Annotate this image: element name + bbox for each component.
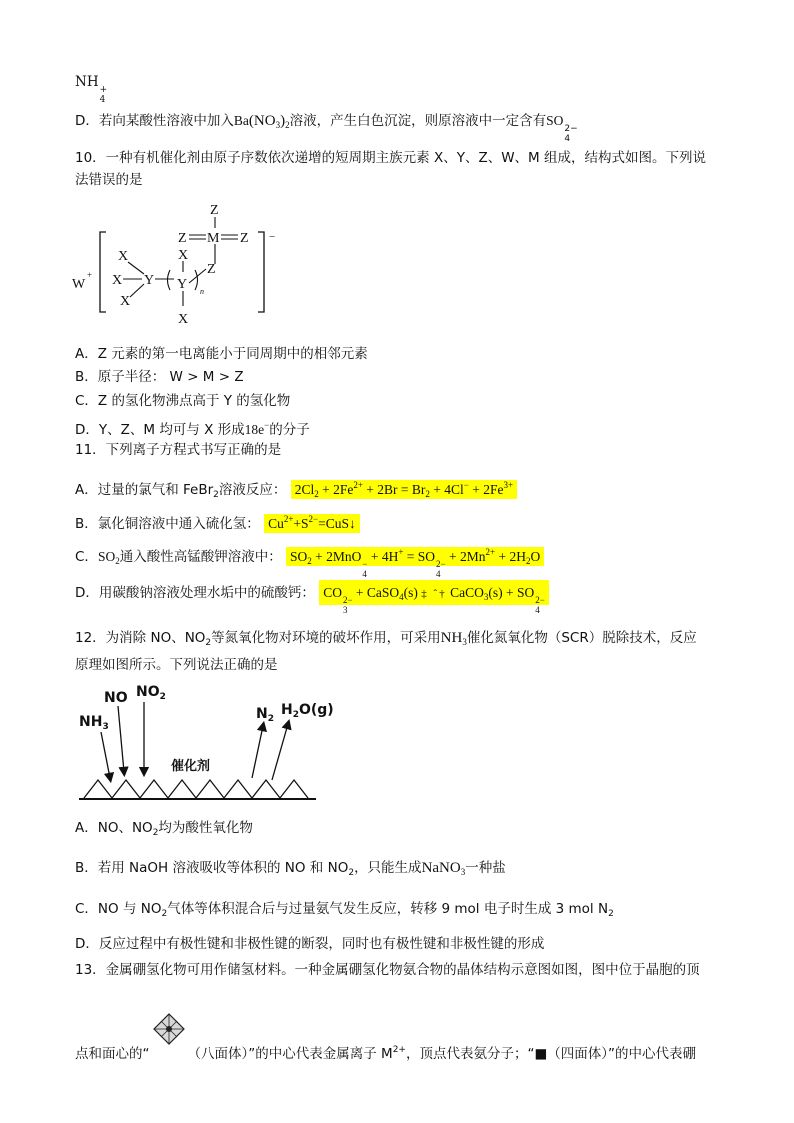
q12-option-d: D．反应过程中有极性键和非极性键的断裂，同时也有极性键和非极性键的形成 [75, 936, 545, 952]
q11-option-d: D．用碳酸钠溶液处理水垢中的硫酸钙： CO 2− 3 + CaSO$_4$(s) ‡ ˆ† CaCO$_3$(s) + SO 2− 4 [75, 583, 549, 615]
svg-text:X: X [112, 273, 123, 288]
diagram-label-no2: $NO_2$ [136, 684, 166, 702]
q12-option-a: A．NO、$NO_2$均为酸性氧化物 [75, 820, 253, 838]
svg-text:Z: Z [240, 231, 249, 246]
q11-option-a-equation: $2Cl_2 + 2Fe^{2+} + 2Br = Br_2 + 4Cl^- + 2Fe^{3+}$ [291, 480, 517, 499]
q10-option-c: C．Z 的氢化物沸点高于 Y 的氢化物 [75, 393, 291, 409]
diagram-label-nh3: $NH_3$ [79, 714, 109, 732]
q12-option-c: C．NO 与 $NO_2$气体等体积混合后与过量氨气发生反应，转移 9 mol 电子时生成 3 mol $N_2$ [75, 901, 614, 919]
svg-text:Z: Z [207, 262, 216, 277]
q13-stem-line1: 13．金属硼氢化物可用作储氢材料。一种金属硼氢化物氨合物的晶体结构示意图如图，图中位于晶胞的顶 [75, 962, 700, 978]
q11-option-b: B．氯化铜溶液中通入硫化氢： $Cu^{2+}+S^{2-}=CuS↓$ [75, 509, 360, 534]
q13-stem-line2: 点和面心的“ （八面体）”的中心代表金属离子 $M^{2+}$，顶点代表氨分子；“■（四面体）”的中心代表硼 [75, 1026, 696, 1064]
q12-stem-line1: 12．为消除 NO、$NO_2$等氮氧化物对环境的破坏作用，可采用$NH_3$催化氮氧化物（SCR）脱除技术，反应 [75, 630, 697, 648]
q12-scr-diagram [76, 680, 334, 804]
svg-text:X: X [178, 248, 189, 263]
svg-text:X: X [118, 249, 129, 264]
q12-option-b: B．若用 NaOH 溶液吸收等体积的 NO 和 $NO_2$，只能生成NaNO$_3$一种盐 [75, 860, 506, 878]
q10-stem-line2: 法错误的是 [75, 172, 143, 188]
svg-text:n: n [200, 287, 204, 296]
diagram-label-no: NO [104, 690, 128, 706]
structure-w: W [72, 277, 86, 292]
q10-option-d: D．Y、Z、M 均可与 X 形成18e−的分子 [75, 420, 310, 438]
svg-text:Y: Y [144, 273, 155, 288]
q12-stem-line2: 原理如图所示。下列说法正确的是 [75, 657, 278, 673]
svg-text:−: − [269, 231, 276, 243]
diagram-label-h2o: $H_2O(g)$ [281, 702, 334, 720]
diagram-label-n2: $N_2$ [256, 706, 274, 724]
svg-text:Y: Y [177, 277, 188, 292]
svg-text:X: X [178, 312, 189, 327]
q9-option-d: D．若向某酸性溶液中加入$Ba(NO_3)_2$溶液，产生白色沉淀，则原溶液中一定含有SO 2− 4 [75, 113, 578, 144]
svg-text:Z: Z [210, 203, 219, 218]
q10-stem-line1: 10．一种有机催化剂由原子序数依次递增的短周期主族元素 X、Y、Z、W、M 组成，结构式如图。下列说 [75, 150, 706, 166]
q11-stem: 11．下列离子方程式书写正确的是 [75, 442, 282, 458]
svg-text:Z: Z [178, 231, 187, 246]
svg-text:+: + [87, 270, 93, 280]
octahedron-icon [152, 1012, 186, 1046]
diagram-label-catalyst: 催化剂 [171, 759, 211, 774]
q10-option-a: A．Z 元素的第一电离能小于同周期中的相邻元素 [75, 346, 368, 362]
previous-option-fragment: NH + 4 [75, 74, 108, 105]
q11-option-c: C．$SO_2$通入酸性高锰酸钾溶液中： $SO_2 + 2MnO$ − 4 + 4H+ = SO 2− 4 + $2Mn^{2+} + 2H_2O$ [75, 542, 544, 579]
q10-option-b: B．原子半径： W > M > Z [75, 369, 244, 385]
q10-structure-diagram [70, 198, 290, 330]
q11-option-a: A．过量的氯气和 FeBr$_2$溶液反应： $2Cl_2 + 2Fe^{2+} + 2Br = Br_2 + 4Cl^- + 2Fe^{3+}$ [75, 475, 517, 505]
q11-option-d-equation: CO 2− 3 + CaSO$_4$(s) ‡ ˆ† CaCO$_3$(s) + SO 2− 4 [319, 580, 549, 605]
q11-option-c-equation: $SO_2 + 2MnO$ − 4 + 4H+ = SO 2− 4 + $2Mn^{2+} + 2H_2O$ [286, 547, 544, 566]
svg-text:X: X [120, 294, 131, 309]
svg-text:M: M [207, 231, 220, 246]
q11-option-b-equation: $Cu^{2+}+S^{2-}=CuS↓$ [264, 514, 360, 533]
